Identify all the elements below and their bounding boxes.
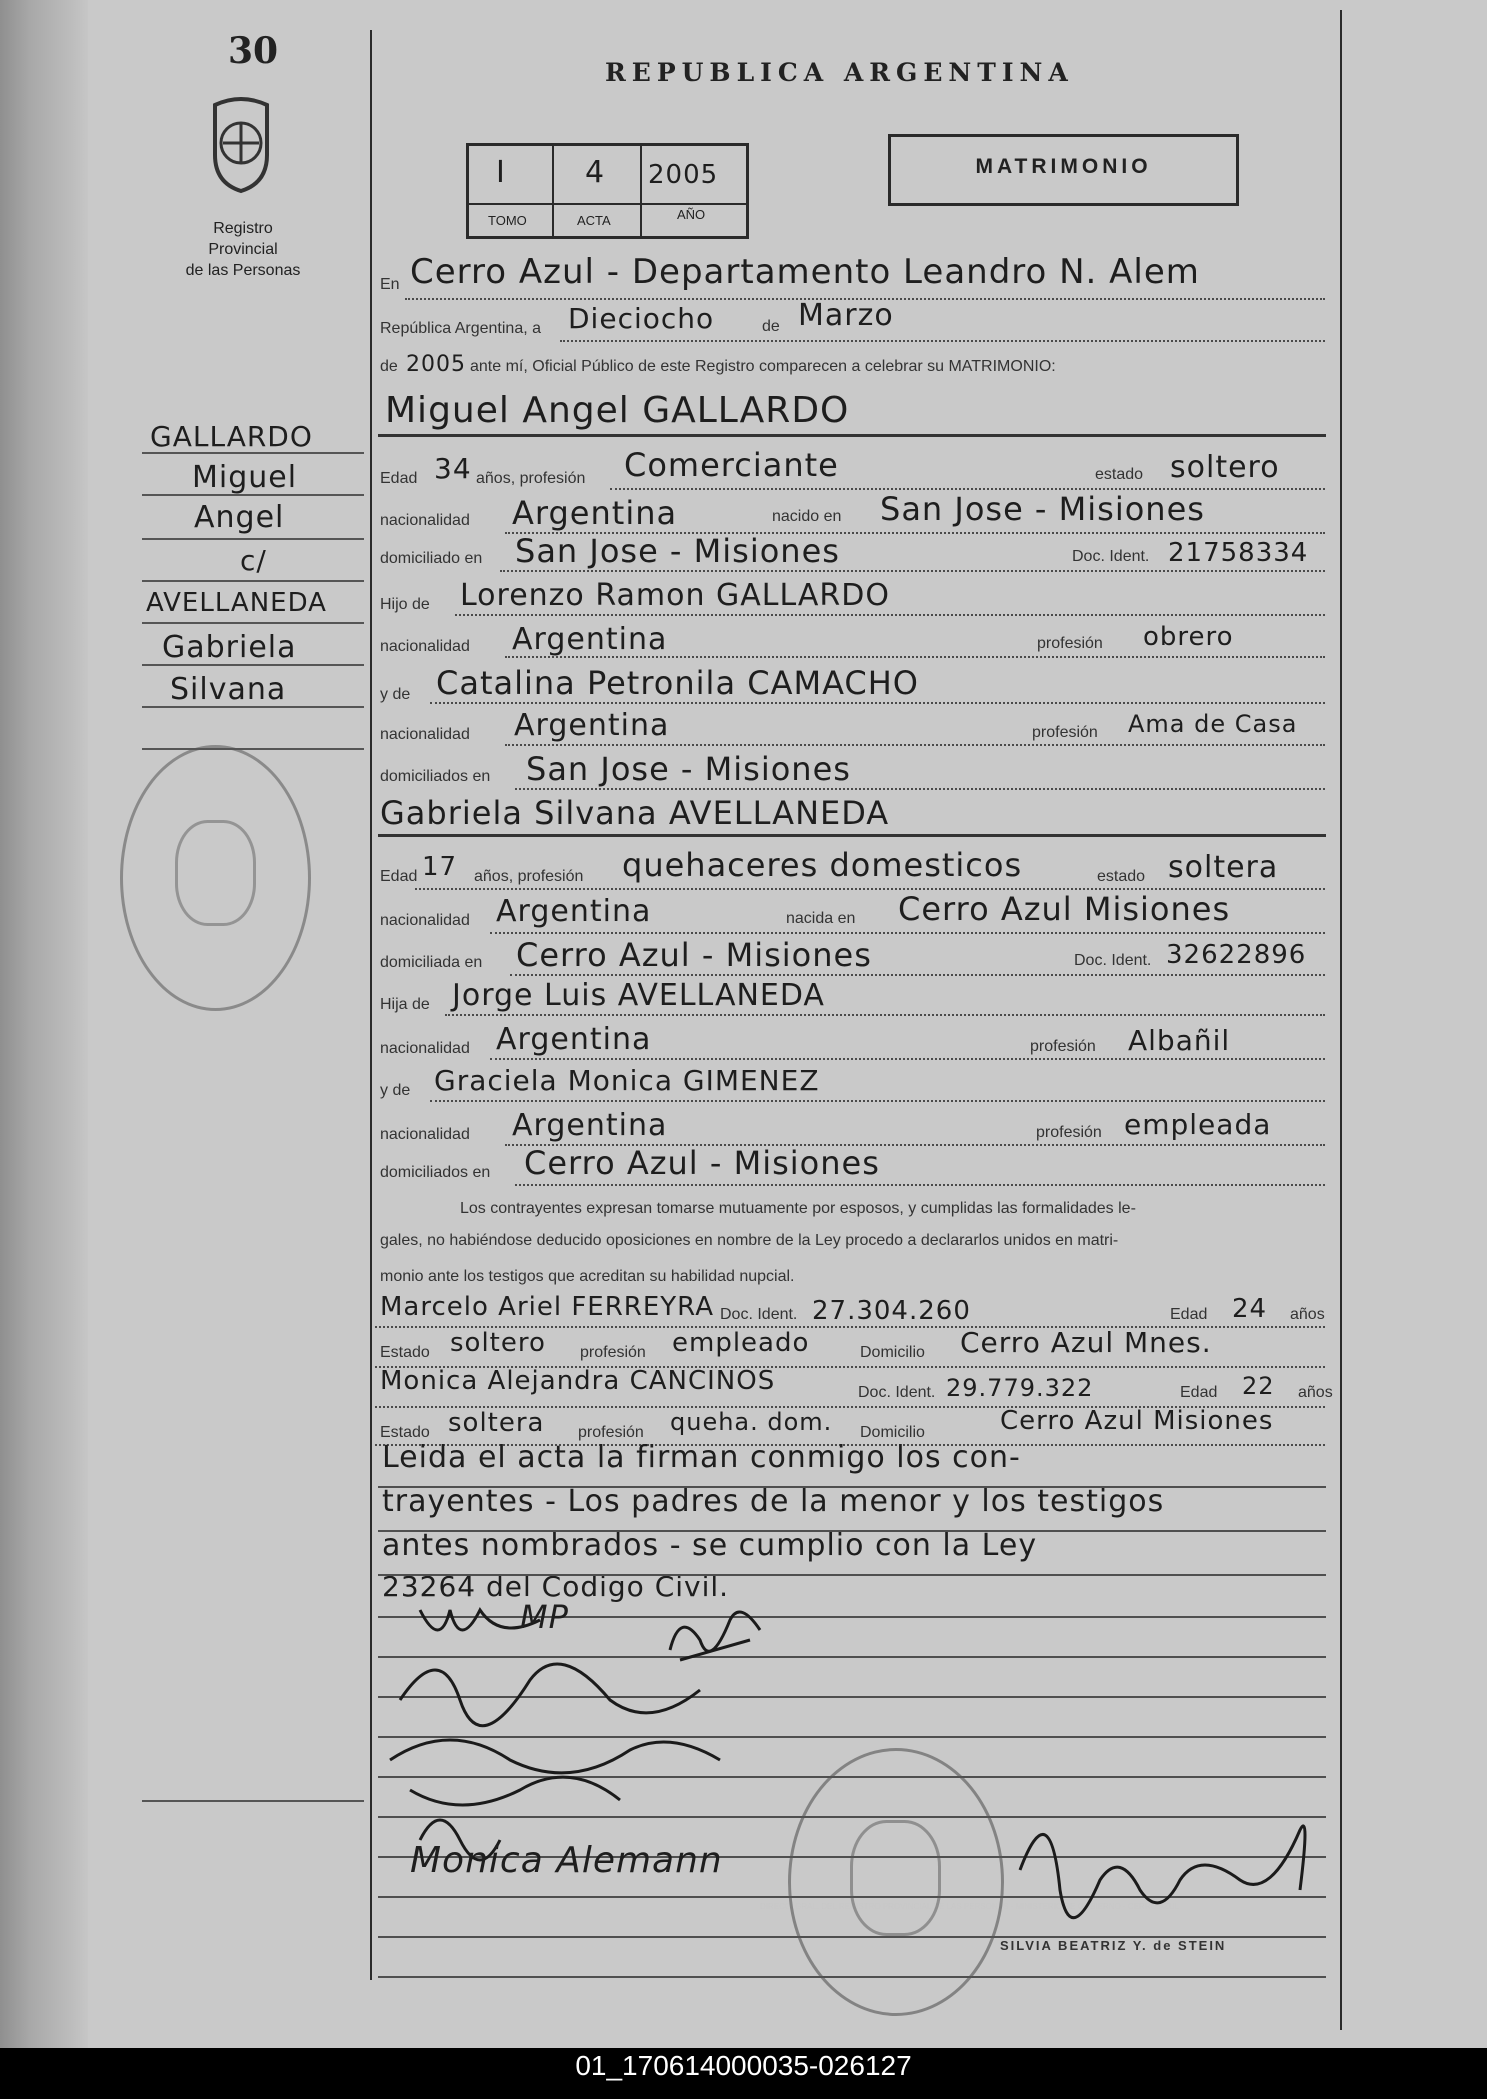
- legal-line-2: gales, no habiéndose deducido oposiciones en nombre de la Ley procedo a declararlos unidos en matri-: [380, 1232, 1119, 1249]
- groom-nationality-label: nacionalidad: [380, 512, 470, 529]
- bride-nacida-label: nacida en: [786, 910, 856, 927]
- right-rule: [1340, 10, 1342, 2030]
- registry-name: [178, 218, 308, 281]
- groom-anios-label: años, profesión: [476, 470, 586, 487]
- tomo-value: I: [496, 155, 506, 190]
- year-prefix: de: [380, 358, 398, 375]
- bride-mother-prof-label: profesión: [1036, 1124, 1102, 1141]
- witness1-civil-status: soltero: [450, 1328, 546, 1358]
- witness2-doc-label: Doc. Ident.: [858, 1384, 936, 1401]
- groom-civil-status: soltero: [1170, 450, 1280, 485]
- closing-line-3: antes nombrados - se cumplio con la Ley: [382, 1528, 1038, 1563]
- tomo-label: TOMO: [488, 213, 527, 228]
- witness1-profession: empleado: [672, 1328, 810, 1358]
- closing-line-4: 23264 del Codigo Civil.: [382, 1570, 730, 1603]
- witness2-civil-status: soltera: [448, 1408, 545, 1438]
- year: 2005: [406, 352, 466, 377]
- official-name-stamp: SILVIA BEATRIZ Y. de STEIN: [1000, 1938, 1227, 1953]
- groom-nacido-label: nacido en: [772, 508, 842, 525]
- bride-doc: 32622896: [1166, 940, 1307, 970]
- bride-father-nationality: Argentina: [496, 1022, 652, 1057]
- bride-full-name: Gabriela Silvana AVELLANEDA: [380, 794, 890, 832]
- day: Dieciocho: [568, 302, 715, 335]
- bride-hija-label: Hija de: [380, 996, 430, 1013]
- bride-yde-label: y de: [380, 1082, 411, 1099]
- anio-label: AÑO: [677, 207, 706, 222]
- groom-mother-profession: Ama de Casa: [1128, 710, 1298, 738]
- seal-emblem-right-icon: [850, 1820, 941, 1936]
- groom-doc-label: Doc. Ident.: [1072, 548, 1150, 565]
- republica-label: República Argentina, a: [380, 320, 541, 337]
- witness1-estado-label: Estado: [380, 1344, 430, 1361]
- groom-age: 34: [434, 452, 472, 485]
- bride-father-prof-label: profesión: [1030, 1038, 1096, 1055]
- groom-mother-nationality: Argentina: [514, 708, 670, 743]
- bride-mother: Graciela Monica GIMENEZ: [434, 1064, 820, 1097]
- bride-edad-label: Edad: [380, 868, 418, 885]
- witness2-doc: 29.779.322: [946, 1374, 1094, 1402]
- groom-father-prof-label: profesión: [1037, 635, 1103, 652]
- header-title: REPUBLICA ARGENTINA: [605, 58, 1074, 87]
- witness1-domicile: Cerro Azul Mnes.: [960, 1326, 1212, 1359]
- bride-father-nat-label: nacionalidad: [380, 1040, 470, 1057]
- legal-line-3: monio ante los testigos que acreditan su habilidad nupcial.: [380, 1268, 795, 1285]
- witness1-edad-label: Edad: [1170, 1306, 1208, 1323]
- margin-name-2: Angel: [194, 500, 285, 535]
- margin-divider: [370, 30, 372, 1980]
- bride-estado-label: estado: [1097, 868, 1146, 885]
- witness2-prof-label: profesión: [578, 1424, 644, 1441]
- bride-anios-label: años, profesión: [474, 868, 584, 885]
- groom-doc: 21758334: [1168, 538, 1309, 568]
- margin-surname-bride: AVELLANEDA: [146, 588, 327, 618]
- groom-yde-label: y de: [380, 686, 411, 703]
- acta-label: ACTA: [577, 213, 611, 228]
- anio-value: 2005: [648, 160, 719, 190]
- witness1-doc: 27.304.260: [812, 1296, 971, 1326]
- bride-parents-domicile: Cerro Azul - Misiones: [524, 1144, 880, 1182]
- seal-emblem-left-icon: [175, 820, 256, 926]
- record-type: MATRIMONIO: [975, 155, 1152, 178]
- record-box-sep1: [552, 143, 554, 236]
- groom-parents-dom-label: domiciliados en: [380, 768, 491, 785]
- groom-hijo-label: Hijo de: [380, 596, 430, 613]
- margin-surname-groom: GALLARDO: [150, 420, 313, 453]
- groom-domicile-label: domiciliado en: [380, 550, 483, 567]
- bride-doc-label: Doc. Ident.: [1074, 952, 1152, 969]
- bride-mother-nationality: Argentina: [512, 1108, 668, 1143]
- witness2-anios-label: años: [1298, 1384, 1333, 1401]
- legal-line-1: Los contrayentes expresan tomarse mutuamente por esposos, y cumplidas las formalidades le-: [460, 1200, 1136, 1217]
- groom-father-nat-label: nacionalidad: [380, 638, 470, 655]
- signature-witness: Monica Alemann: [410, 1840, 723, 1881]
- de-label: de: [762, 318, 780, 335]
- bride-mother-profession: empleada: [1124, 1108, 1272, 1141]
- groom-estado-label: estado: [1095, 466, 1144, 483]
- place: Cerro Azul - Departamento Leandro N. Alem: [410, 252, 1200, 292]
- witness1-prof-label: profesión: [580, 1344, 646, 1361]
- margin-name-6: Silvana: [170, 672, 287, 707]
- groom-father-profession: obrero: [1143, 622, 1234, 652]
- groom-parents-domicile: San Jose - Misiones: [526, 750, 851, 788]
- groom-edad-label: Edad: [380, 470, 418, 487]
- footer-id: 01_170614000035-026127: [575, 2050, 912, 2081]
- bride-father: Jorge Luis AVELLANEDA: [452, 978, 825, 1013]
- closing-line-1: Leida el acta la firman conmigo los con-: [382, 1440, 1021, 1475]
- witness2-name: Monica Alejandra CANCINOS: [380, 1366, 776, 1396]
- en-label: En: [380, 276, 400, 293]
- bride-birthplace: Cerro Azul Misiones: [898, 890, 1231, 928]
- bride-domicile: Cerro Azul - Misiones: [516, 936, 872, 974]
- witness2-estado-label: Estado: [380, 1424, 430, 1441]
- official-initials-icon: [660, 1600, 770, 1680]
- bride-mother-nat-label: nacionalidad: [380, 1126, 470, 1143]
- groom-mother-nat-label: nacionalidad: [380, 726, 470, 743]
- closing-line-2: trayentes - Los padres de la menor y los testigos: [382, 1484, 1165, 1519]
- witness1-domicilio-label: Domicilio: [860, 1344, 925, 1361]
- binding-edge: [0, 0, 88, 2048]
- month: Marzo: [798, 298, 894, 333]
- groom-profession: Comerciante: [624, 446, 839, 484]
- margin-name-1: Miguel: [192, 460, 298, 495]
- groom-full-name: Miguel Angel GALLARDO: [385, 390, 850, 431]
- record-box-sep2: [640, 143, 642, 236]
- bride-nationality-label: nacionalidad: [380, 912, 470, 929]
- official-signature-icon: [1000, 1810, 1330, 1930]
- bride-domicile-label: domiciliada en: [380, 954, 483, 971]
- registry-name-line1: Registro Provincial: [208, 220, 278, 258]
- bride-profession: quehaceres domesticos: [622, 846, 1023, 884]
- signature-initials: MP: [520, 1598, 569, 1636]
- witness2-domicilio-label: Domicilio: [860, 1424, 925, 1441]
- witness2-age: 22: [1242, 1372, 1275, 1400]
- witness1-age: 24: [1232, 1294, 1268, 1324]
- margin-name-5: Gabriela: [162, 630, 297, 665]
- groom-birthplace: San Jose - Misiones: [880, 490, 1205, 528]
- witness1-anios-label: años: [1290, 1306, 1325, 1323]
- groom-mother: Catalina Petronila CAMACHO: [436, 664, 919, 702]
- margin-connector: c/: [240, 544, 267, 577]
- bride-father-profession: Albañil: [1128, 1024, 1231, 1057]
- bride-age: 17: [422, 852, 458, 882]
- witness1-name: Marcelo Ariel FERREYRA: [380, 1292, 714, 1322]
- registry-name-line2: de las Personas: [185, 262, 301, 279]
- bride-nationality: Argentina: [496, 894, 652, 929]
- witness2-edad-label: Edad: [1180, 1384, 1218, 1401]
- bride-civil-status: soltera: [1168, 850, 1279, 885]
- witness2-profession: queha. dom.: [670, 1408, 833, 1436]
- groom-nationality: Argentina: [512, 494, 678, 532]
- acta-value: 4: [585, 155, 606, 190]
- record-box-divider: [466, 203, 746, 205]
- page-number: 30: [228, 30, 279, 72]
- groom-mother-prof-label: profesión: [1032, 724, 1098, 741]
- witness2-domicile: Cerro Azul Misiones: [1000, 1406, 1274, 1436]
- bride-parents-dom-label: domiciliados en: [380, 1164, 491, 1181]
- registry-emblem-icon: [205, 95, 277, 195]
- groom-father-nationality: Argentina: [512, 622, 668, 657]
- witness1-doc-label: Doc. Ident.: [720, 1306, 798, 1323]
- groom-father: Lorenzo Ramon GALLARDO: [460, 578, 890, 613]
- intro-statement: ante mí, Oficial Público de este Registro comparecen a celebrar su MATRIMONIO:: [470, 358, 1056, 375]
- groom-domicile: San Jose - Misiones: [515, 532, 840, 570]
